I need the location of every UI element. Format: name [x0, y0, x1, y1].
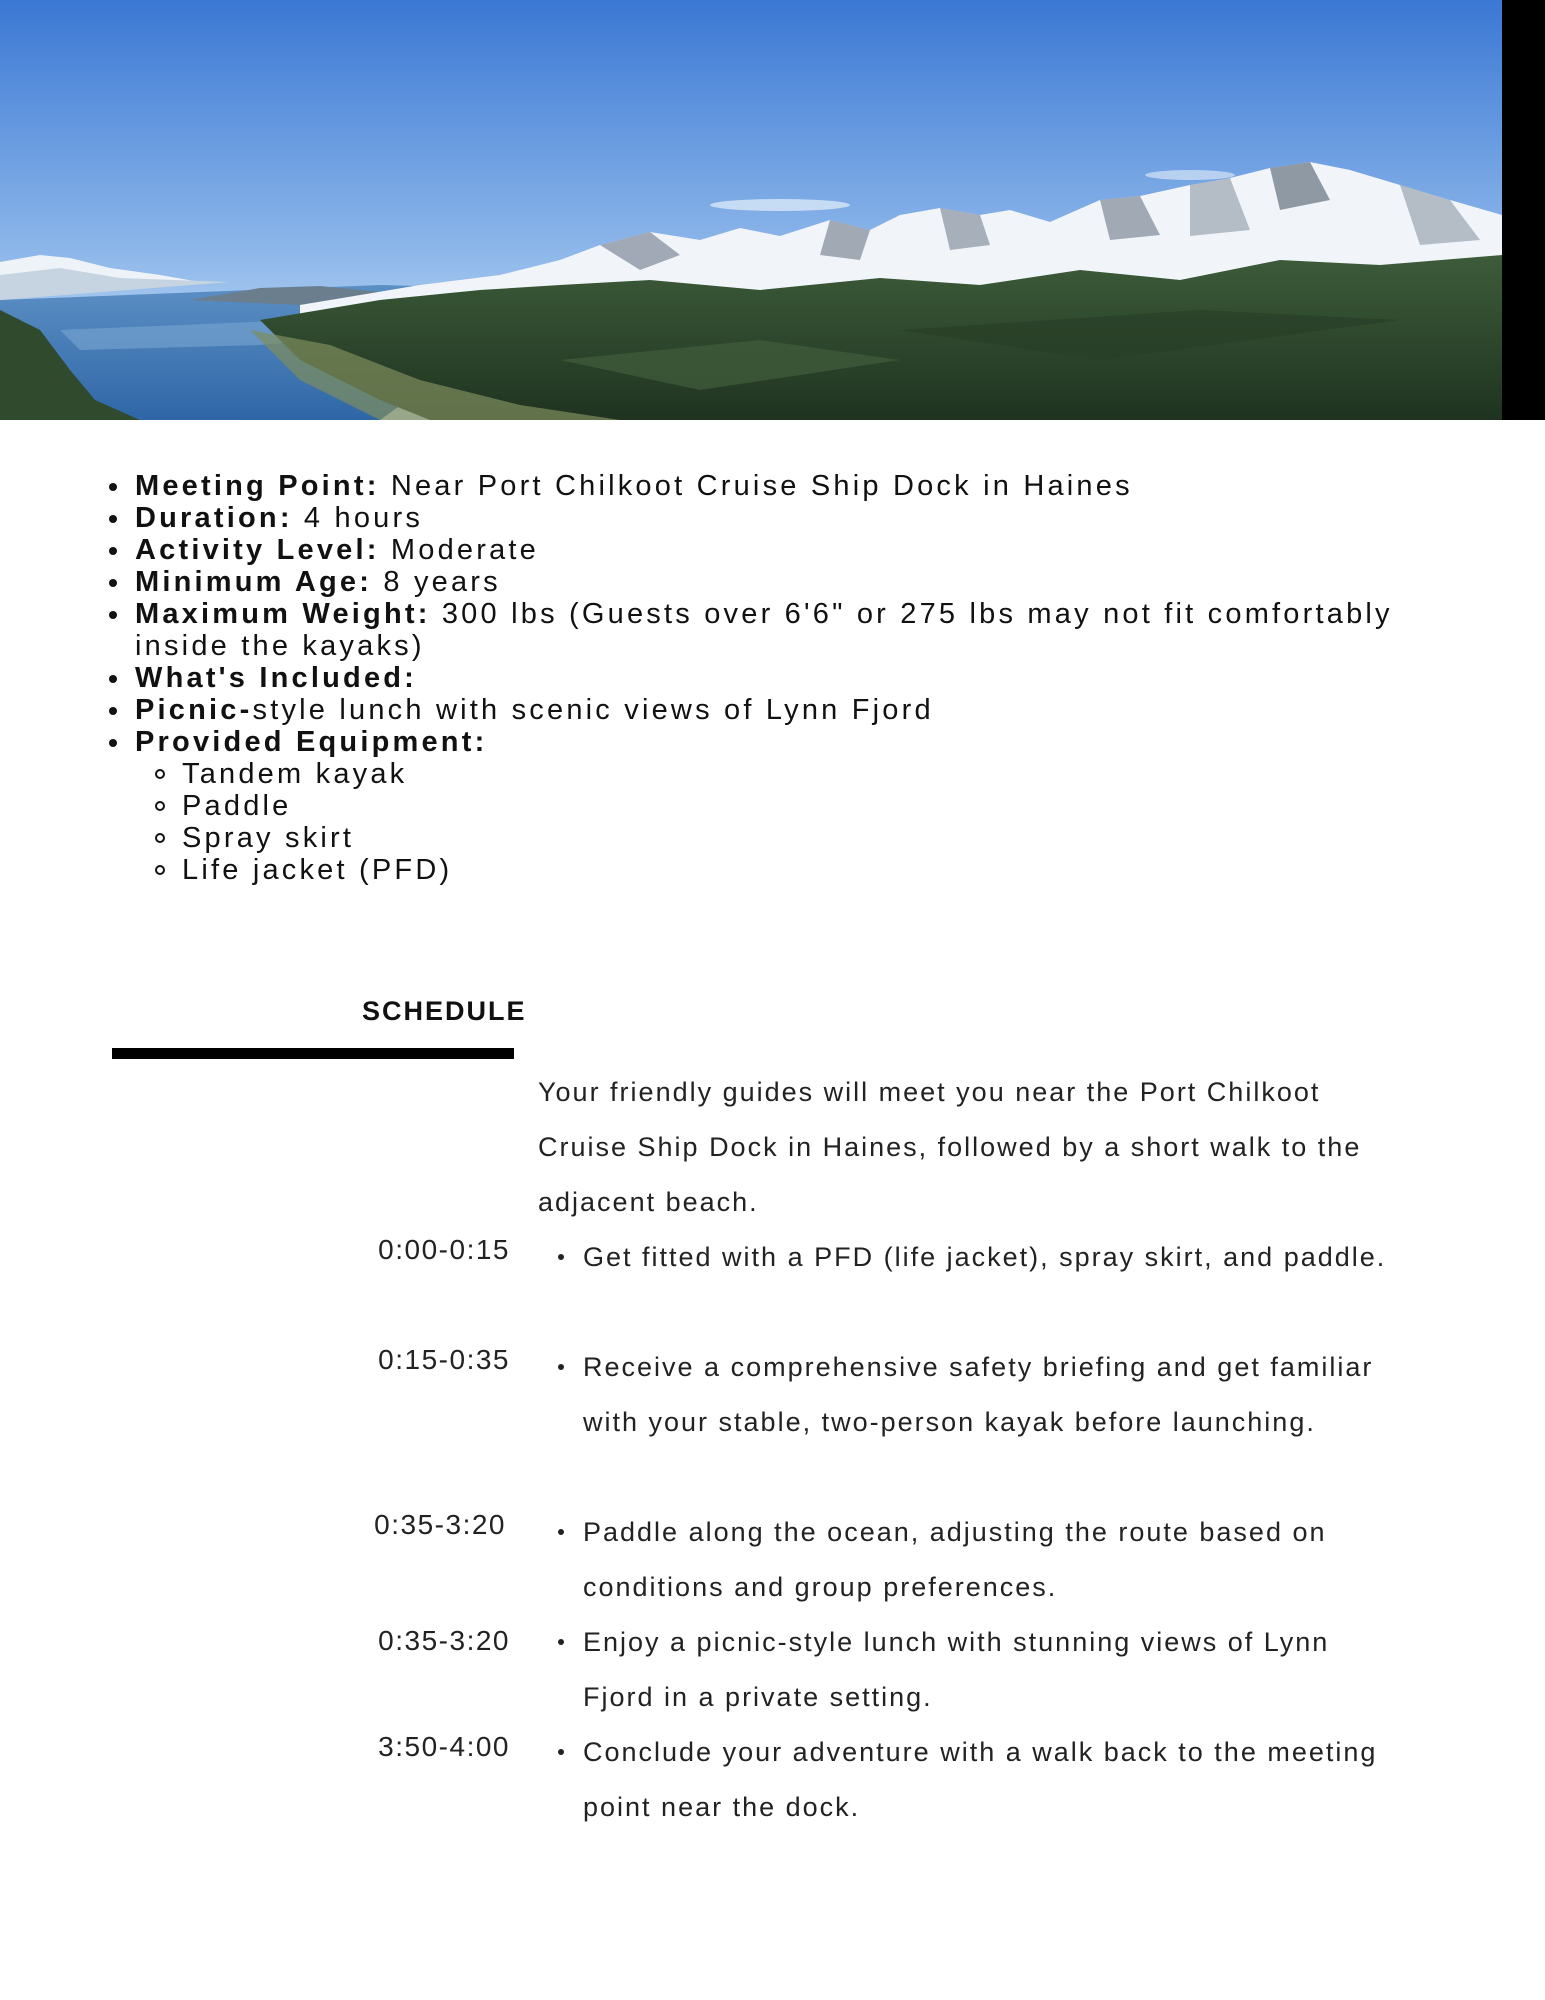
schedule-text: Conclude your adventure with a walk back to the meeting point near the dock.	[583, 1737, 1378, 1822]
bullet-icon	[558, 1529, 564, 1535]
detail-provided-equipment: Provided Equipment:	[105, 726, 1405, 758]
tour-details	[105, 470, 1405, 886]
equipment-list	[105, 758, 1405, 886]
detail-picnic-lunch: Picnic-style lunch with scenic views of Lynn Fjord	[105, 694, 1405, 726]
bullet-icon	[558, 1749, 564, 1755]
equipment-item: Spray skirt	[105, 822, 1405, 854]
schedule-text: Get fitted with a PFD (life jacket), spray skirt, and paddle.	[583, 1242, 1387, 1272]
details-list	[105, 470, 1405, 758]
detail-maximum-weight: Maximum Weight: 300 lbs (Guests over 6'6" or 275 lbs may not fit comfortably inside the kayaks)	[105, 598, 1405, 662]
detail-activity-level: Activity Level: Moderate	[105, 534, 1405, 566]
schedule-time: 0:35-3:20	[374, 1509, 506, 1540]
equipment-item: Paddle	[105, 790, 1405, 822]
black-edge-strip	[1502, 0, 1545, 420]
bullet-icon	[558, 1254, 564, 1260]
schedule-heading: SCHEDULE	[362, 996, 527, 1026]
hero-image	[0, 0, 1502, 420]
equipment-item: Life jacket (PFD)	[105, 854, 1405, 886]
detail-whats-included: What's Included:	[105, 662, 1405, 694]
bullet-icon	[558, 1639, 564, 1645]
schedule-divider	[112, 1048, 514, 1059]
schedule-text: Enjoy a picnic-style lunch with stunning views of Lynn Fjord in a private setting.	[583, 1627, 1330, 1712]
schedule-text: Receive a comprehensive safety briefing and get familiar with your stable, two-person kayak before launching.	[583, 1352, 1374, 1437]
mountain-landscape-illustration	[0, 0, 1502, 420]
schedule-time: 0:15-0:35	[378, 1344, 510, 1375]
detail-minimum-age: Minimum Age: 8 years	[105, 566, 1405, 598]
schedule-time: 0:35-3:20	[378, 1625, 510, 1656]
detail-meeting-point: Meeting Point: Near Port Chilkoot Cruise Ship Dock in Haines	[105, 470, 1405, 502]
equipment-item: Tandem kayak	[105, 758, 1405, 790]
schedule-time: 0:00-0:15	[378, 1234, 510, 1265]
detail-duration: Duration: 4 hours	[105, 502, 1405, 534]
schedule-intro: Your friendly guides will meet you near the Port Chilkoot Cruise Ship Dock in Haines, followed by a short walk to the adjacent beach.	[538, 1077, 1362, 1217]
schedule-text: Paddle along the ocean, adjusting the route based on conditions and group preferences.	[583, 1517, 1327, 1602]
bullet-icon	[558, 1364, 564, 1370]
schedule-time: 3:50-4:00	[378, 1731, 510, 1762]
